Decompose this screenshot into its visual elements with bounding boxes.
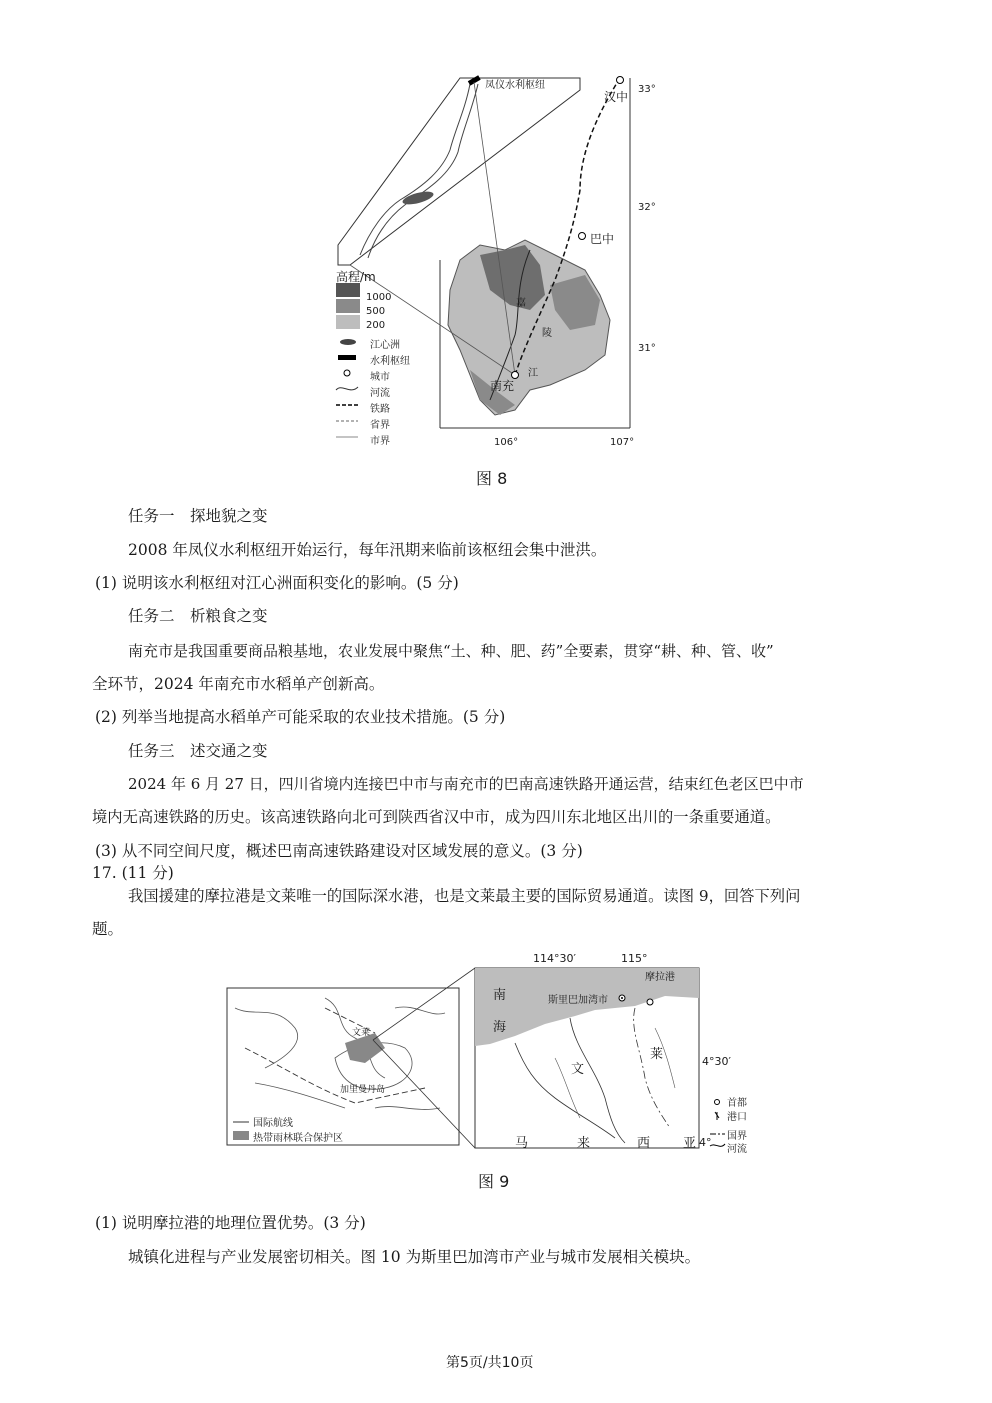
lon-106: 106° (494, 437, 519, 448)
malaysia-char: 西 (637, 1136, 651, 1151)
q17-intro-line2: 题。 (92, 920, 124, 938)
legend-border: 国界 (727, 1131, 747, 1142)
task2-title: 任务二 析粮食之变 (128, 607, 268, 625)
task2-intro-line1: 南充市是我国重要商品粮基地，农业发展中聚焦“土、种、肥、药”全要素，贯穿“耕、种、管、收” (128, 642, 774, 660)
river-char: 嘉 (516, 298, 526, 309)
legend-item: 河流 (370, 388, 390, 399)
lat-4: 4° (699, 1136, 712, 1149)
legend-item: 省界 (370, 420, 390, 431)
sea-char: 南 (493, 988, 507, 1003)
legend-item: 江心洲 (370, 340, 400, 351)
label-capital: 斯里巴加湾市 (548, 995, 608, 1006)
label-brunei-small: 文莱 (352, 1028, 371, 1038)
dam-label: 凤仪水利枢纽 (485, 80, 545, 91)
country-char: 莱 (650, 1047, 664, 1062)
malaysia-char: 马 (515, 1136, 529, 1151)
label-muara-port: 摩拉港 (645, 972, 675, 983)
legend-item: 城市 (370, 372, 390, 383)
legend-port: 港口 (727, 1112, 747, 1123)
question-17-number: 17. (11 分) (92, 864, 174, 882)
question-1: (1) 说明该水利枢纽对江心洲面积变化的影响。(5 分) (95, 574, 459, 592)
elev-1000: 1000 (366, 292, 392, 303)
malaysia-char: 来 (577, 1136, 591, 1151)
legend-item: 市界 (370, 436, 390, 447)
river-char: 江 (528, 368, 538, 379)
country-char: 文 (571, 1062, 585, 1077)
lat-33: 33° (638, 84, 656, 95)
figure-8 (330, 70, 670, 470)
lat-4-30: 4°30′ (702, 1055, 731, 1068)
city-hanzhong: 汉中 (604, 90, 629, 104)
q17-outro: 城镇化进程与产业发展密切相关。图 10 为斯里巴加湾市产业与城市发展相关模块。 (128, 1248, 701, 1266)
figure-9-map (225, 948, 770, 1158)
lat-31: 31° (638, 343, 656, 354)
task3-intro-line1: 2024 年 6 月 27 日，四川省境内连接巴中市与南充市的巴南高速铁路开通运营，结束红色老区巴中市 (128, 775, 804, 793)
q17-question-1: (1) 说明摩拉港的地理位置优势。(3 分) (95, 1214, 366, 1232)
legend-title: 高程/m (336, 270, 376, 284)
figure-9 (225, 948, 770, 1158)
task3-title: 任务三 述交通之变 (128, 742, 268, 760)
question-2: (2) 列举当地提高水稻单产可能采取的农业技术措施。(5 分) (95, 708, 506, 726)
legend-item: 水利枢纽 (370, 356, 410, 367)
legend-river: 河流 (727, 1144, 747, 1155)
legend-reserve: 热带雨林联合保护区 (253, 1133, 343, 1144)
task2-intro-line2: 全环节，2024 年南充市水稻单产创新高。 (92, 675, 385, 693)
q17-intro-line1: 我国援建的摩拉港是文莱唯一的国际深水港，也是文莱最主要的国际贸易通道。读图 9，回答下列问 (128, 887, 801, 905)
lon-107: 107° (610, 437, 635, 448)
river-char: 陵 (542, 328, 552, 339)
lat-32: 32° (638, 202, 656, 213)
city-bazhong: 巴中 (590, 232, 615, 246)
task3-intro-line2: 境内无高速铁路的历史。该高速铁路向北可到陕西省汉中市，成为四川东北地区出川的一条重要通道。 (92, 808, 781, 826)
figure-9-caption: 图 9 (478, 1172, 510, 1191)
sea-char: 海 (493, 1020, 507, 1035)
question-3: (3) 从不同空间尺度，概述巴南高速铁路建设对区域发展的意义。(3 分) (95, 842, 583, 860)
city-nanchong: 南充 (490, 379, 515, 393)
task1-title: 任务一 探地貌之变 (128, 507, 268, 525)
legend-route: 国际航线 (253, 1118, 293, 1129)
task1-intro: 2008 年凤仪水利枢纽开始运行，每年汛期来临前该枢纽会集中泄洪。 (128, 541, 607, 559)
figure-8-caption: 图 8 (476, 469, 508, 488)
lon-114-30: 114°30′ (533, 952, 576, 965)
page-footer: 第5页/共10页 (446, 1355, 534, 1371)
lon-115: 115° (621, 952, 648, 965)
legend-item: 铁路 (370, 404, 390, 415)
label-kalimantan: 加里曼丹岛 (340, 1085, 386, 1095)
malaysia-char: 亚 (683, 1136, 697, 1151)
elev-500: 500 (366, 306, 386, 317)
legend-capital: 首都 (727, 1098, 747, 1109)
elev-200: 200 (366, 320, 386, 331)
